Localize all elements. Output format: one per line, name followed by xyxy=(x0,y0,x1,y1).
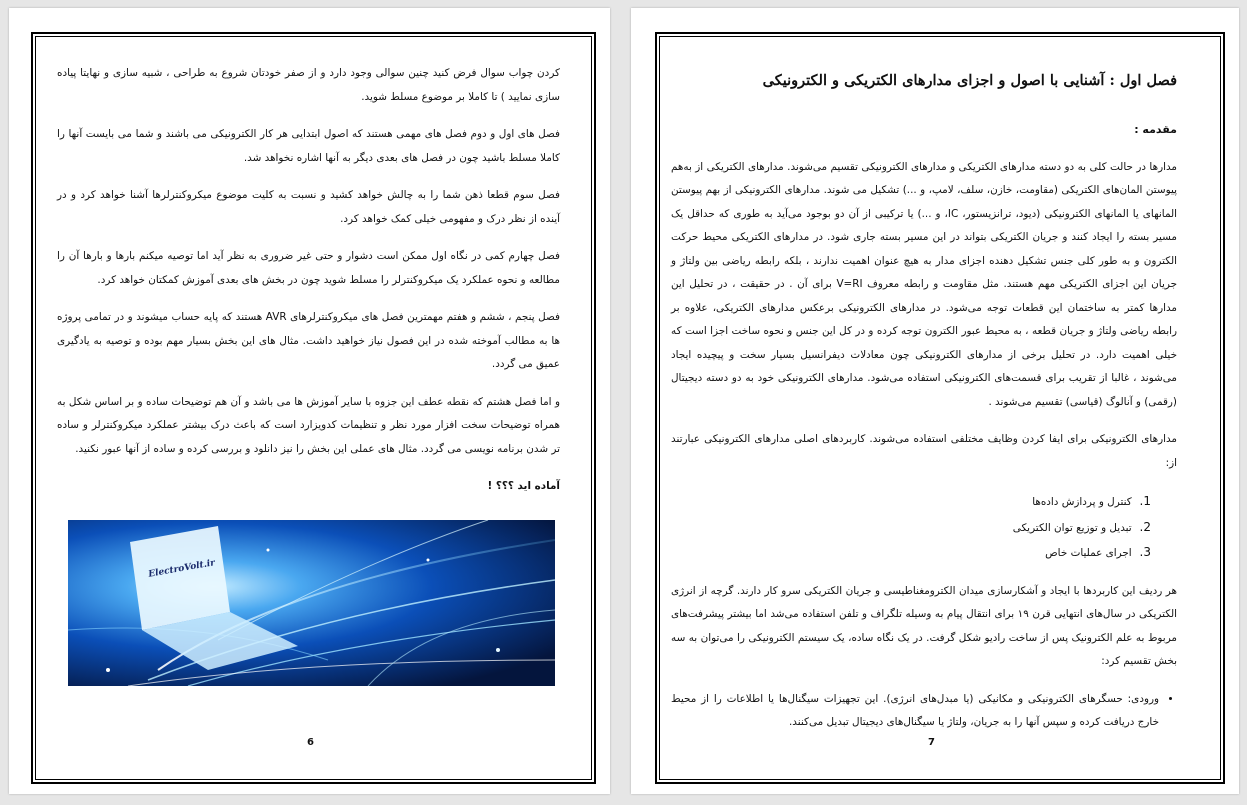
intro-paragraph: مدارها در حالت کلی به دو دسته مدارهای الکتریکی و مدارهای الکترونیکی تقسیم می‌شوند. مدارهای الکتریکی از به‌هم پیوستن المان‌های الکتریکی (مقاومت، خازن، سلف، لامپ، و ...) تشکیل می شوند. مدارهای الکترونیکی از بهم پیوستن المانهای یا المانهای الکترونیکی (دیود، ترانزیستور، IC، و ...) یا ترکیبی از آن دو بوجود می‌آید به طوری که حداقل یک مسیر بسته را ایجاد کنند و جریان الکتریکی بتواند در این مسیر بسته جاری شود. در مدارهای الکتریکی محیط حرکت الکترون و به طور کلی جنس تشکیل دهنده اجزای مدار به هیچ عنوان اهمیت ندارند ، بلکه رابطه ریاضی بین ولتاژ و جریان این اجزای الکتریکی مهم هستند. مثل مقاومت و رابطه معروف V=RI برای آن . در حقیقت ، در تحلیل این مدارها کمتر به ساختمان این قطعات توجه می‌شود. در مدارهای الکترونیکی برعکس مدارهای الکتریکی، علاوه بر رابطه ریاضی ولتاژ و جریان قطعه ، به محیط عبور الکترون توجه کرده و در کل این جنس و نحوه ساخت اجزا است که خیلی اهمیت دارد. در تحلیل برخی از مدارهای الکترونیکی چون معادلات دیفرانسیل بسیار سخت و پیچیده ایجاد می‌شوند ، غالبا از تقریب برای قسمت‌های الکترونیکی استفاده می‌شود. مدارهای الکترونیکی خود به دو دسته دیجیتال (رقمی) و آنالوگ (قیاسی) تقسیم می‌شوند . xyxy=(671,160,1178,408)
list-text: اجرای عملیات خاص xyxy=(1045,547,1132,559)
paragraph-3: فصل سوم قطعا ذهن شما را به چالش خواهد کشید و نسبت به کلیت موضوع میکروکنترلرها آشنا خواهد کرد و در آینده از نظر درک و مفهومی خیلی کمک خواهد کرد. xyxy=(57,189,560,225)
list-item xyxy=(671,515,1151,541)
chapter-title: فصل اول : آشنایی با اصول و اجزای مدارهای الکتریکی و الکترونیکی xyxy=(762,72,1177,89)
io-list xyxy=(671,688,1177,735)
paragraph-6: و اما فصل هشتم که نقطه عطف این جزوه با سایر آموزش ها می باشد و آن هم توضیحات ساده و بر اساس شکل به همراه توضیحات سخت افزار مورد نظر و تنظیمات کدویزارد است که باعث درک بیشتر عملکرد میکروکنترلر و ساده تر شدن برنامه نویسی می گردد. مثال های عملی این بخش را نیز دانلود و بررسی کرده و ساده از آنها عبور نکنید. xyxy=(57,395,560,455)
history-paragraph: هر ردیف این کاربردها با ایجاد و آشکارسازی میدان الکترومغناطیسی و جریان الکتریکی سرو کار دارند. گرچه از انرژی الکتریکی در سال‌های انتهایی قرن ۱۹ برای انتقال پیام به وسیله تلگراف و تلفن استفاده می‌شد اما بیشتر پیشرفت‌های مربوط به علم الکترونیک پس از ساخت رادیو شکل گرفت. در یک نگاه ساده، یک سیستم الکترونیکی را می‌توان به سه بخش تقسیم کرد: xyxy=(671,584,1177,667)
list-text: کنترل و پردازش داده‌ها xyxy=(1032,496,1132,508)
page-7-content xyxy=(671,64,1177,735)
laptop-screen xyxy=(130,526,230,630)
light-streaks-graphic xyxy=(68,520,555,686)
page-7 xyxy=(631,8,1239,794)
ready-question: آماده اید ؟؟؟ ! xyxy=(487,480,560,492)
page-number: 7 xyxy=(928,737,935,748)
list-number: 3. xyxy=(1139,545,1151,559)
list-number: 1. xyxy=(1139,494,1151,508)
list-item: • ورودی: حسگرهای الکترونیکی و مکانیکی (یا مبدل‌های انرژی). این تجهیزات سیگنال‌ها یا اطلاعات را از محیط خارج دریافت کرده و سپس آنها را به جریان، ولتاژ یا سیگنال‌های دیجیتال تبدیل می‌کنند. xyxy=(671,688,1159,735)
list-item xyxy=(671,489,1151,515)
paragraph-4: فصل چهارم کمی در نگاه اول ممکن است دشوار و حتی غیر ضروری به نظر آید اما توصیه میکنم بارها و بارها آن را مطالعه و نحوه عملکرد یک میکروکنترلر را مسلط شوید چون در بخش های بعدی آموزش کمکتان خواهد کرد. xyxy=(57,250,560,286)
list-text: تبدیل و توزیع توان الکتریکی xyxy=(1012,521,1132,534)
paragraph-5: فصل پنجم ، ششم و هفتم مهمترین فصل های میکروکنترلرهای AVR هستند که پایه حساب میشوند و در تمامی پروژه ها به مطالب آموخته شده در این فصول نیاز خواهید داشت. مثال های این بخش بسیار مهم بوده و توصیه به یادگیری عمیق می گردد. xyxy=(57,311,560,370)
intro-heading: مقدمه : xyxy=(1134,123,1177,136)
paragraph-1: کردن چواب سوال فرض کنید چنین سوالی وجود دارد و از صفر خودتان شروع به طراحی ، شبیه سازی و نهایتا پیاده سازی نمایید ) تا کاملا بر موضوع مسلط شوید. xyxy=(57,67,560,103)
uses-intro: مدارهای الکترونیکی برای ایفا کردن وظایف مختلفی استفاده می‌شوند. کاربردهای اصلی مدارهای الکترونیکی عبارتند از: xyxy=(671,433,1177,469)
uses-list xyxy=(671,489,1177,566)
page-6-content xyxy=(57,62,560,513)
page-6 xyxy=(9,8,610,794)
paragraph-2: فصل های اول و دوم فصل های مهمی هستند که اصول ابتدایی هر کار الکترونیکی می باشند و شما می بایست آنها را کاملا مسلط باشید چون در فصل های بعدی دیگر به آنها اشاره نخواهد شد. xyxy=(57,128,560,164)
list-item xyxy=(671,540,1151,566)
hero-logo-text: ElectroVolt.ir xyxy=(147,558,216,580)
list-number: 2. xyxy=(1139,519,1151,534)
page-number: 6 xyxy=(307,737,314,748)
hero-laptop-image xyxy=(68,520,555,686)
